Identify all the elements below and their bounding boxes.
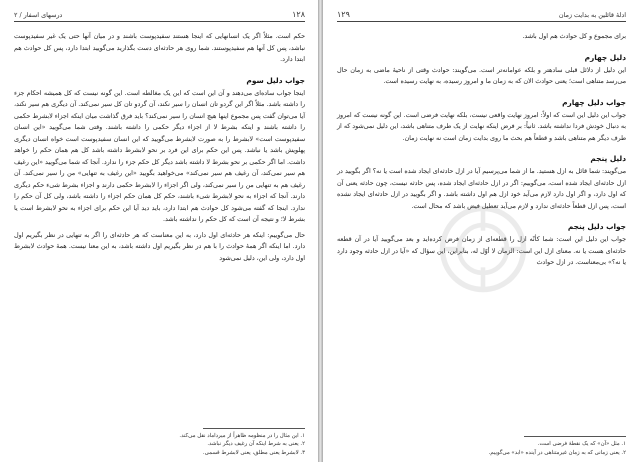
section-heading: جواب دلیل چهارم [562, 97, 626, 107]
section-paragraph: این دلیل از دلائل قبلی سادهتر و بلکه عوامانه‌تر است. می‌گویند: حوادث وقتی از ناحیهٔ ماضی به زمان حال می‌رسد متناهی است؛ یعنی حوادث الان که به زمان ما و امروز رسیده، به نهایت رسیده است. [337, 66, 626, 85]
left-body-paragraph-2: حال می‌گوییم: اینکه هر حادثه‌ای اول دارد، به این معناست که هر حادثه‌ای را اگر به تنهایی در نظر بگیریم اول دارد. اما اینکه اگر همهٔ حوادث را با هم در نظر بگیریم اول داشته باشد، به این معنا نیست. همهٔ حوادث لابشرط اول دارد، ولی این، دلیل نمی‌شود [14, 231, 305, 262]
section-paragraph: می‌گویند: شما قائل به ازل هستید. ما از شما می‌پرسیم آیا در ازل حادثه‌ای ایجاد شده است یا نه؟ اگر بگویید در ازل حادثه‌ای ایجاد شده است، می‌گوییم: اگر در ازل حادثه‌ای ایجاد شده، پس حادثه نیست، چون حادثه یعنی آن که اول دارد، و اگر اول دارد لازم می‌آید خود ازل هم اول داشته باشد. و اگر بگویید در ازل حادثه‌ای ایجاد نشده است، پس ازل قطعاً حادثه‌ای ندارد و لازم می‌آید تعطیل فیض باشد که محال است. [337, 168, 626, 210]
footnote: ۳. لابشرط یعنی مطلق، یعنی لابشرط قسمی. [202, 449, 305, 456]
left-footnotes [14, 428, 305, 457]
section-heading: دلیل چهارم [584, 52, 626, 62]
left-page-header [14, 10, 305, 22]
footnote: ۲. یعنی زمانی که به زمان غیرمتناهی در آینده «ابد» می‌گوییم. [488, 449, 626, 456]
section-heading: جواب دلیل پنجم [567, 222, 626, 231]
left-running-title: درسهای اسفار / ۲ [14, 11, 63, 19]
left-section-heading: جواب دلیل سوم [246, 75, 305, 85]
right-page [323, 0, 640, 462]
right-running-title: ادلهٔ قائلین به بدایت زمان [558, 11, 626, 19]
footnote-rule [203, 428, 305, 429]
right-page-header [337, 10, 626, 22]
left-page [0, 0, 318, 462]
left-page-number: ۱۲۸ [292, 10, 305, 19]
section-paragraph: جواب این دلیل این است که اولاً: امروز نهایت واقعی نیست، بلکه نهایت فرضی است. این گونه نیست که امروز به دنبال خودش فردا نداشته باشد. ثانیاً: بر فرض اینکه نهایت از یک طرف متناهی باشد، این دلیل نمی‌شود که از طرف دیگر هم متناهی باشد و قطعاً هم بحث ما روی بدایت زمان است نه نهایت زمان. [337, 111, 626, 142]
right-footnotes [337, 436, 626, 457]
footnote: ۱. این مثال را در منظومه ظاهراً از میرداماد نقل می‌کند. [179, 432, 305, 439]
footnote-rule [524, 436, 626, 437]
footnote: ۱. مثل «آن» که یک نقطهٔ فرضی است. [537, 441, 626, 448]
right-intro-paragraph: برای مجموع و کل حوادث هم اول باشد. [522, 33, 626, 40]
footnote: ۲. یعنی به شرط اینکه آن رغیف دیگر نباشد. [207, 441, 305, 448]
left-body-paragraph: اینجا جواب ساده‌ای می‌دهند و آن این است که این یک مغالطه است. این گونه نیست که کل همیشه احکام جزء را داشته باشد. مثلاً اگر این گردو تان انسان را سیر نکند، آن گردو تان کل سیر نمی‌کند. آن دیگری هم سیر نکند، آیا می‌توان گفت پس مجموع اینها هیچ انسان را سیر نمی‌کند؟ باید فرق گذاشت میان اینکه اجزاء لابشرط حکمی را داشته باشند و اینکه بشرط لا از اجزاء دیگر حکمی را داشته باشند. وقتی شما می‌گویید «این انسان سفیدپوست است» لابشرط را به صورت لابشرط می‌گویید که این انسان سفیدپوست است خواه انسان دیگری پهلویش باشد یا نباشد. پس این حکم برای این فرد بر نحو لابشرط داشته باشد کل هم همان حکم را خواهد داشت. اما اگر حکمی بر نحو بشرط لا داشته باشد دیگر کل حکم جزء را ندارد. آنجا که شما می‌گویید «این رغیف هم سیر نمی‌کند، آن رغیف هم سیر نمی‌کند» می‌خواهید بگویید «این رغیف به تنهایی» من را سیر نمی‌کند. آن رغیف هم به تنهایی من را سیر نمی‌کند، ولی اگر اجزاء را لابشرط حکمی دارند و اجزاء بشرط شیء حکم دیگری دارند. آنجا که اجزاء به نحو لابشرط شیء باشند، حکم کل همان حکم اجزاء را داشته باشد، ولی کل آن حکم را ندارد. اینجا که گفته می‌شود کل حوادث هم ابتدا دارد، باید دید آیا این حکم برای اجزاء به نحو لابشرط است یا بشرط لا؛ و نتیجه آن است که کل حکم را نداشته باشد. [14, 89, 305, 223]
right-page-number: ۱۲۹ [337, 10, 350, 19]
section-paragraph: جواب این دلیل این است: شما کأنّه ازل را قطعه‌ای از زمان فرض کرده‌اید و بعد می‌گویید آیا در آن قطعه حادثه‌ای هست یا نه. معنای ازل این است: الزمان لا أوّل له، بنابراین، این سؤال که «آیا در ازل حادثه وجود دارد یا نه؟» بی‌معناست. در ازل حوادث [337, 236, 626, 266]
section-heading: دلیل پنجم [590, 154, 626, 163]
left-intro-paragraph: حکم است. مثلاً اگر یک انسانهایی که اینجا هستند سفیدپوست باشند و در میان آنها حتی یک غیر سفیدپوست نباشد، پس کل آنها هم سفیدپوستند. شما روی هر حادثه‌ای دست بگذارید می‌گویید ابتدا دارد، پس کل حوادث هم ابتدا دارد. [14, 33, 305, 63]
watermark-logo-icon [437, 203, 529, 295]
